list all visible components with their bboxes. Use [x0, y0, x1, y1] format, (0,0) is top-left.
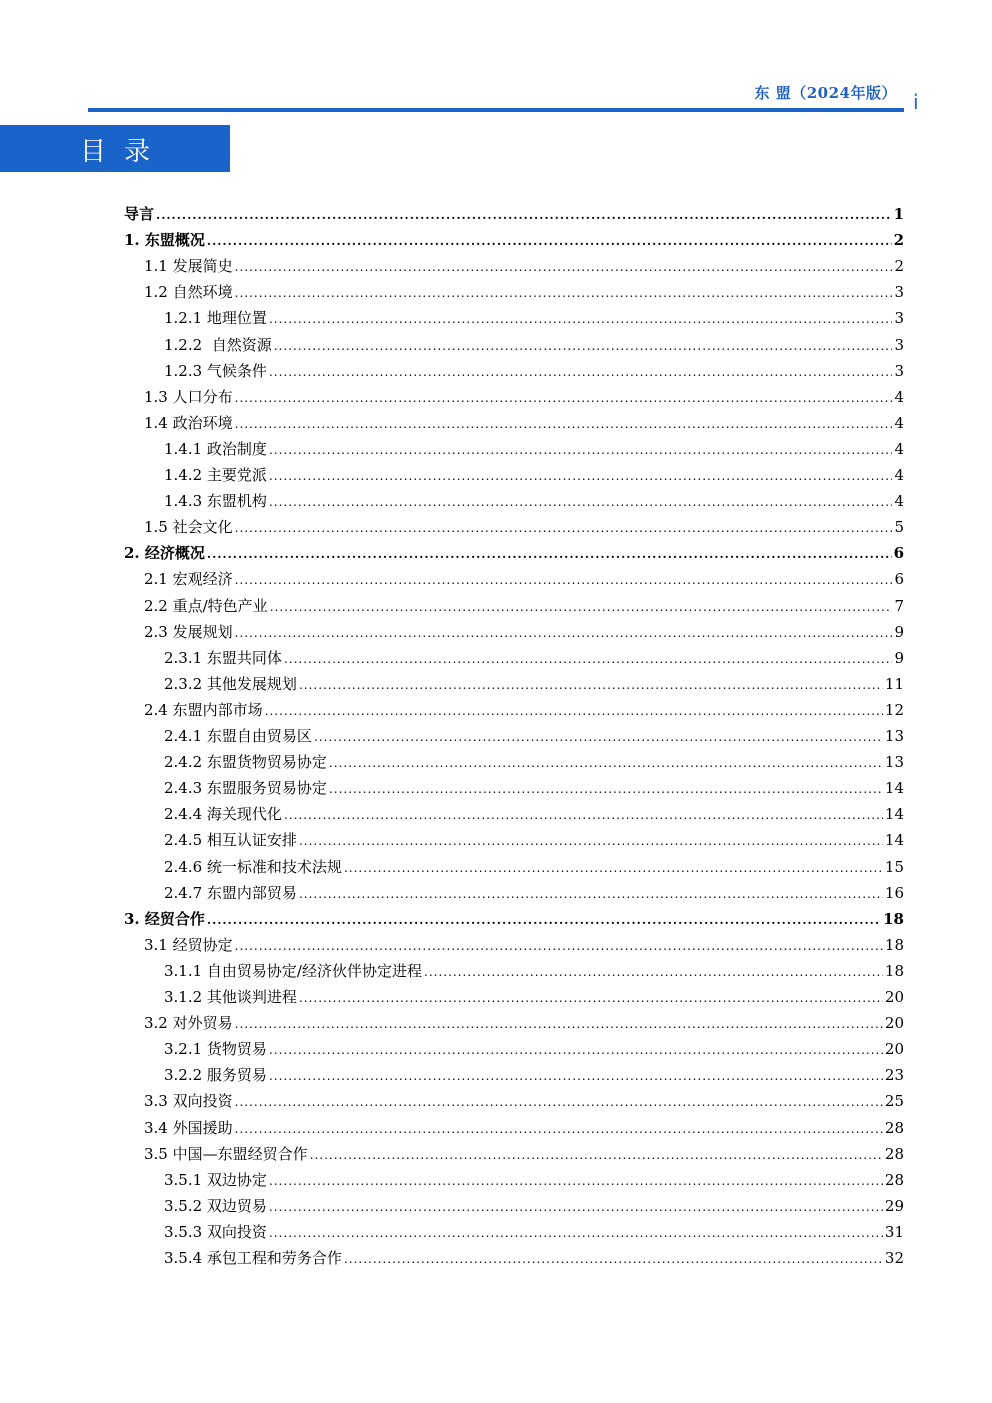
toc-entry-label: 3.1.1 自由贸易协定/经济伙伴协定进程	[164, 961, 422, 980]
toc-entry-page: 28	[884, 1118, 904, 1137]
toc-entry-page: 13	[884, 753, 904, 772]
toc-entry[interactable]	[164, 1064, 904, 1090]
toc-leader-dots	[314, 730, 883, 744]
toc-entry-page: 5	[894, 518, 904, 537]
toc-leader-dots	[299, 834, 883, 848]
toc-entry-page: 13	[884, 727, 904, 745]
toc-entry-label: 1.2 自然环境	[144, 283, 233, 302]
toc-entry-label: 1.4 政治环境	[144, 413, 233, 432]
toc-leader-dots	[274, 339, 893, 353]
toc-entry[interactable]	[144, 699, 904, 725]
toc-leader-dots	[329, 782, 883, 796]
toc-entry-page: 3	[894, 309, 904, 328]
toc-entry-page: 9	[894, 622, 904, 641]
toc-entry-page: 14	[884, 805, 904, 824]
toc-entry-label: 2.4.6 统一标准和技术法规	[164, 857, 342, 876]
toc-entry-page: 31	[884, 1222, 904, 1241]
toc-entry[interactable]	[124, 229, 904, 255]
toc-entry[interactable]	[144, 1012, 904, 1038]
toc-entry-label: 2.3.1 东盟共同体	[164, 648, 282, 667]
page-number: i	[913, 90, 919, 114]
toc-entry[interactable]	[144, 934, 904, 960]
toc-entry-label: 3.1 经贸协定	[144, 935, 233, 954]
toc-entry-label: 2.4.1 东盟自由贸易区	[164, 727, 312, 745]
toc-leader-dots	[299, 678, 883, 692]
toc-entry-label: 1.4.3 东盟机构	[164, 492, 267, 511]
toc-entry-page: 20	[884, 988, 904, 1006]
toc-entry-page: 4	[894, 439, 904, 458]
toc-leader-dots	[235, 391, 893, 405]
toc-leader-dots	[235, 573, 893, 587]
toc-entry-label: 3.3 双向投资	[144, 1092, 233, 1111]
toc-entry-label: 3.2 对外贸易	[144, 1014, 233, 1033]
toc-entry[interactable]	[164, 1169, 904, 1195]
toc-leader-dots	[344, 1252, 883, 1266]
toc-entry-label: 3.4 外国援助	[144, 1118, 233, 1137]
toc-entry-label: 1.2.2 自然资源	[164, 335, 272, 354]
toc-entry-label: 3.5.2 双边贸易	[164, 1196, 267, 1215]
toc-entry-label: 2.4 东盟内部市场	[144, 700, 263, 719]
toc-entry-label: 2.4.5 相互认证安排	[164, 831, 297, 850]
toc-entry[interactable]	[164, 725, 904, 751]
toc-entry-page: 20	[884, 1040, 904, 1059]
toc-leader-dots	[299, 991, 883, 1005]
toc-leader-dots	[269, 1069, 883, 1083]
toc-leader-dots	[269, 1226, 883, 1240]
toc-leader-dots	[284, 652, 893, 666]
toc-entry[interactable]	[164, 1038, 904, 1064]
toc-entry-page: 3	[894, 361, 904, 380]
toc-leader-dots	[424, 965, 883, 979]
toc-entry-label: 1.4.1 政治制度	[164, 439, 267, 458]
toc-entry-page: 4	[894, 387, 904, 406]
toc-leader-dots	[207, 913, 881, 927]
toc-leader-dots	[269, 443, 893, 457]
toc-entry-label: 2.4.3 东盟服务贸易协定	[164, 779, 327, 798]
toc-leader-dots	[235, 1095, 883, 1109]
toc-entry[interactable]	[144, 516, 904, 542]
page-title: 目录	[80, 137, 169, 167]
toc-leader-dots	[284, 808, 883, 822]
toc-leader-dots	[235, 286, 893, 300]
toc-leader-dots	[269, 365, 893, 379]
toc-entry-page: 4	[894, 413, 904, 432]
toc-entry-label: 1.3 人口分布	[144, 387, 233, 406]
toc-entry[interactable]	[164, 673, 904, 699]
toc-entry-page: 7	[894, 596, 904, 615]
toc-leader-dots	[235, 521, 893, 535]
toc-entry-page: 18	[884, 961, 904, 980]
toc-leader-dots	[269, 1174, 883, 1188]
toc-leader-dots	[299, 887, 883, 901]
toc-entry-label: 1.5 社会文化	[144, 518, 233, 537]
toc-entry[interactable]	[164, 1247, 904, 1273]
toc-entry-page: 18	[883, 909, 904, 928]
toc-entry-page: 9	[894, 648, 904, 667]
toc-entry-label: 1. 东盟概况	[124, 231, 205, 250]
toc-entry-label: 2.4.4 海关现代化	[164, 805, 282, 824]
toc-entry[interactable]	[144, 1143, 904, 1169]
toc-entry-page: 4	[894, 492, 904, 511]
toc-leader-dots	[235, 1017, 883, 1031]
toc-entry-label: 2.2 重点/特色产业	[144, 596, 268, 615]
toc-entry-label: 3.2.1 货物贸易	[164, 1040, 267, 1059]
toc-entry-page: 18	[884, 935, 904, 954]
toc-entry[interactable]	[164, 777, 904, 803]
toc-entry[interactable]	[124, 542, 904, 568]
toc-entry-label: 1.1 发展简史	[144, 257, 233, 276]
toc-entry-label: 1.2.3 气候条件	[164, 361, 267, 380]
toc-entry-page: 12	[884, 700, 904, 719]
toc-entry-page: 11	[884, 674, 904, 693]
toc-entry-page: 23	[884, 1066, 904, 1085]
toc-entry-label: 1.2.1 地理位置	[164, 309, 267, 328]
toc-entry[interactable]	[164, 803, 904, 829]
toc-leader-dots	[235, 626, 893, 640]
toc-leader-dots	[269, 495, 893, 509]
header-rule	[88, 108, 904, 112]
toc-entry[interactable]	[164, 360, 904, 386]
toc-entry-page: 28	[884, 1170, 904, 1189]
toc-entry[interactable]	[144, 281, 904, 307]
toc-entry-page: 32	[884, 1249, 904, 1267]
toc-entry-page: 3	[894, 283, 904, 302]
toc-entry-label: 3.1.2 其他谈判进程	[164, 988, 297, 1006]
toc-leader-dots	[310, 1148, 883, 1162]
toc-leader-dots	[269, 1043, 883, 1057]
toc-leader-dots	[329, 756, 883, 770]
toc-leader-dots	[269, 312, 893, 326]
toc-entry-label: 2. 经济概况	[124, 544, 205, 563]
toc-entry-page: 15	[884, 857, 904, 876]
toc-entry[interactable]	[164, 438, 904, 464]
toc-entry[interactable]	[164, 307, 904, 333]
toc-leader-dots	[235, 417, 893, 431]
toc-entry[interactable]	[164, 986, 904, 1012]
toc-entry-label: 导言	[124, 205, 155, 223]
toc-entry-label: 3.5.4 承包工程和劳务合作	[164, 1249, 342, 1267]
toc-entry-label: 3.5 中国—东盟经贸合作	[144, 1144, 308, 1163]
toc-entry[interactable]	[144, 1117, 904, 1143]
toc-entry-label: 3.5.3 双向投资	[164, 1222, 267, 1241]
toc-entry-page: 14	[884, 831, 904, 850]
toc-entry[interactable]	[144, 1090, 904, 1116]
toc-entry[interactable]	[144, 412, 904, 438]
toc-leader-dots	[265, 704, 883, 718]
toc-leader-dots	[156, 208, 892, 222]
toc-entry-page: 2	[893, 231, 904, 250]
toc-entry-label: 1.4.2 主要党派	[164, 466, 267, 484]
toc-entry-page: 2	[894, 257, 904, 276]
toc-entry[interactable]	[164, 647, 904, 673]
toc-entry[interactable]	[144, 595, 904, 621]
toc-entry[interactable]	[164, 856, 904, 882]
toc-entry-page: 1	[893, 205, 904, 223]
toc-entry[interactable]	[144, 386, 904, 412]
toc-entry[interactable]	[164, 829, 904, 855]
toc-entry[interactable]	[164, 882, 904, 908]
toc-entry[interactable]	[124, 908, 904, 934]
toc-entry[interactable]	[144, 621, 904, 647]
toc-entry-label: 3.5.1 双边协定	[164, 1170, 267, 1189]
toc-leader-dots	[235, 1122, 883, 1136]
toc-entry-label: 2.3.2 其他发展规划	[164, 674, 297, 693]
toc-entry-label: 2.1 宏观经济	[144, 570, 233, 589]
toc-entry[interactable]	[164, 490, 904, 516]
toc-entry-page: 16	[884, 883, 904, 902]
toc-leader-dots	[269, 1200, 883, 1214]
toc-entry-label: 3.2.2 服务贸易	[164, 1066, 267, 1085]
toc-leader-dots	[235, 939, 883, 953]
running-header: 东 盟（2024年版）	[754, 84, 897, 102]
toc-entry-page: 3	[894, 335, 904, 354]
toc-entry-page: 6	[894, 570, 904, 589]
title-banner	[0, 125, 230, 172]
toc-entry[interactable]	[164, 464, 904, 490]
toc-entry-label: 2.4.7 东盟内部贸易	[164, 883, 297, 902]
toc-entry[interactable]	[144, 568, 904, 594]
toc-entry-page: 4	[894, 466, 904, 484]
toc-entry[interactable]	[164, 960, 904, 986]
toc-entry[interactable]	[164, 751, 904, 777]
toc-entry[interactable]	[164, 1195, 904, 1221]
toc-entry-page: 20	[884, 1014, 904, 1033]
toc-leader-dots	[270, 600, 893, 614]
toc-leader-dots	[207, 234, 892, 248]
toc-entry[interactable]	[164, 334, 904, 360]
toc-entry-label: 2.4.2 东盟货物贸易协定	[164, 753, 327, 772]
toc-entry-page: 29	[884, 1196, 904, 1215]
toc-entry[interactable]	[124, 203, 904, 229]
toc-entry-page: 25	[884, 1092, 904, 1111]
toc-entry-page: 28	[884, 1144, 904, 1163]
toc-entry[interactable]	[144, 255, 904, 281]
toc-leader-dots	[207, 547, 892, 561]
toc-entry-label: 2.3 发展规划	[144, 622, 233, 641]
toc-entry-label: 3. 经贸合作	[124, 909, 205, 928]
toc-entry[interactable]	[164, 1221, 904, 1247]
toc-entry-page: 14	[884, 779, 904, 798]
toc-leader-dots	[344, 861, 883, 875]
toc-entry-page: 6	[893, 544, 904, 563]
toc-leader-dots	[235, 260, 893, 274]
toc-leader-dots	[269, 469, 893, 483]
